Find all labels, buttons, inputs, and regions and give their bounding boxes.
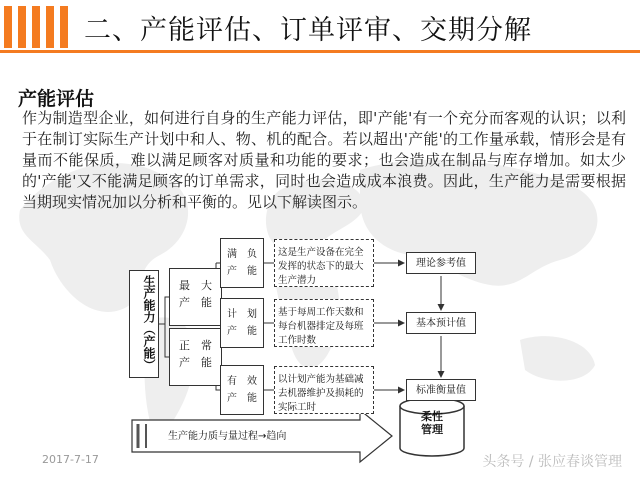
desc-label: 以计划产能为基础减去机器维护及损耗的实际工时 xyxy=(278,374,364,413)
ref-label: 理论参考值 xyxy=(416,258,466,269)
cylinder-label: 柔性 管理 xyxy=(421,410,443,436)
group-label: 正 常 产 能 xyxy=(179,339,212,369)
desc-label: 基于每周工作天数和每台机器排定及每班工作时数 xyxy=(278,307,364,346)
ref-box-theoretical xyxy=(406,252,476,274)
sub-label: 计 划 产 能 xyxy=(227,309,257,337)
root-box xyxy=(129,270,159,378)
ref-label: 基本预计值 xyxy=(416,318,466,329)
sub-label: 有 效 产 能 xyxy=(227,376,257,404)
footer-watermark: 头条号 / 张应春谈管理 xyxy=(482,454,622,470)
slide-title: 二、产能评估、订单评审、交期分解 xyxy=(84,15,532,46)
desc-box-effective xyxy=(274,366,374,414)
group-label: 最 大 产 能 xyxy=(179,279,212,309)
sub-box-effective xyxy=(220,365,264,415)
desc-box-full-load xyxy=(274,239,374,287)
ref-box-standard-measure xyxy=(406,379,476,401)
arrow-label: 生产能力质与量过程→趋向 xyxy=(168,431,287,442)
slide-date: 2017-7-17 xyxy=(42,453,99,466)
group-box-normal-capacity xyxy=(169,328,222,386)
desc-box-planned xyxy=(274,299,374,347)
root-label: 生产能力（产能） xyxy=(142,275,156,371)
ref-label: 标准衡量值 xyxy=(416,385,466,396)
body-paragraph: 作为制造型企业，如何进行自身的生产能力评估，即'产能'有一个充分而客观的认识；以利于在制订实际生产计划中和人、物、机的配合。若以超出'产能'的工作量承载，情形会是有量而不能保质，难以满足顾客对质量和功能的要求；也会造成在制品与库存增加。如太少的'产能'又不能满足顾客的订单需求，同时也会造成成本浪费。因此，生产能力是需要根据当期现实情况加以分析和平衡的。见以下解读图示。 xyxy=(22,109,626,211)
section-heading: 产能评估 xyxy=(18,88,95,110)
sub-box-full-load xyxy=(220,238,264,288)
group-box-max-capacity xyxy=(169,268,222,326)
desc-label: 这是生产设备在完全发挥的状态下的最大生产潜力 xyxy=(278,247,364,286)
ref-box-basic-estimate xyxy=(406,312,476,334)
sub-label: 满 负 产 能 xyxy=(227,249,257,277)
sub-box-planned xyxy=(220,298,264,348)
